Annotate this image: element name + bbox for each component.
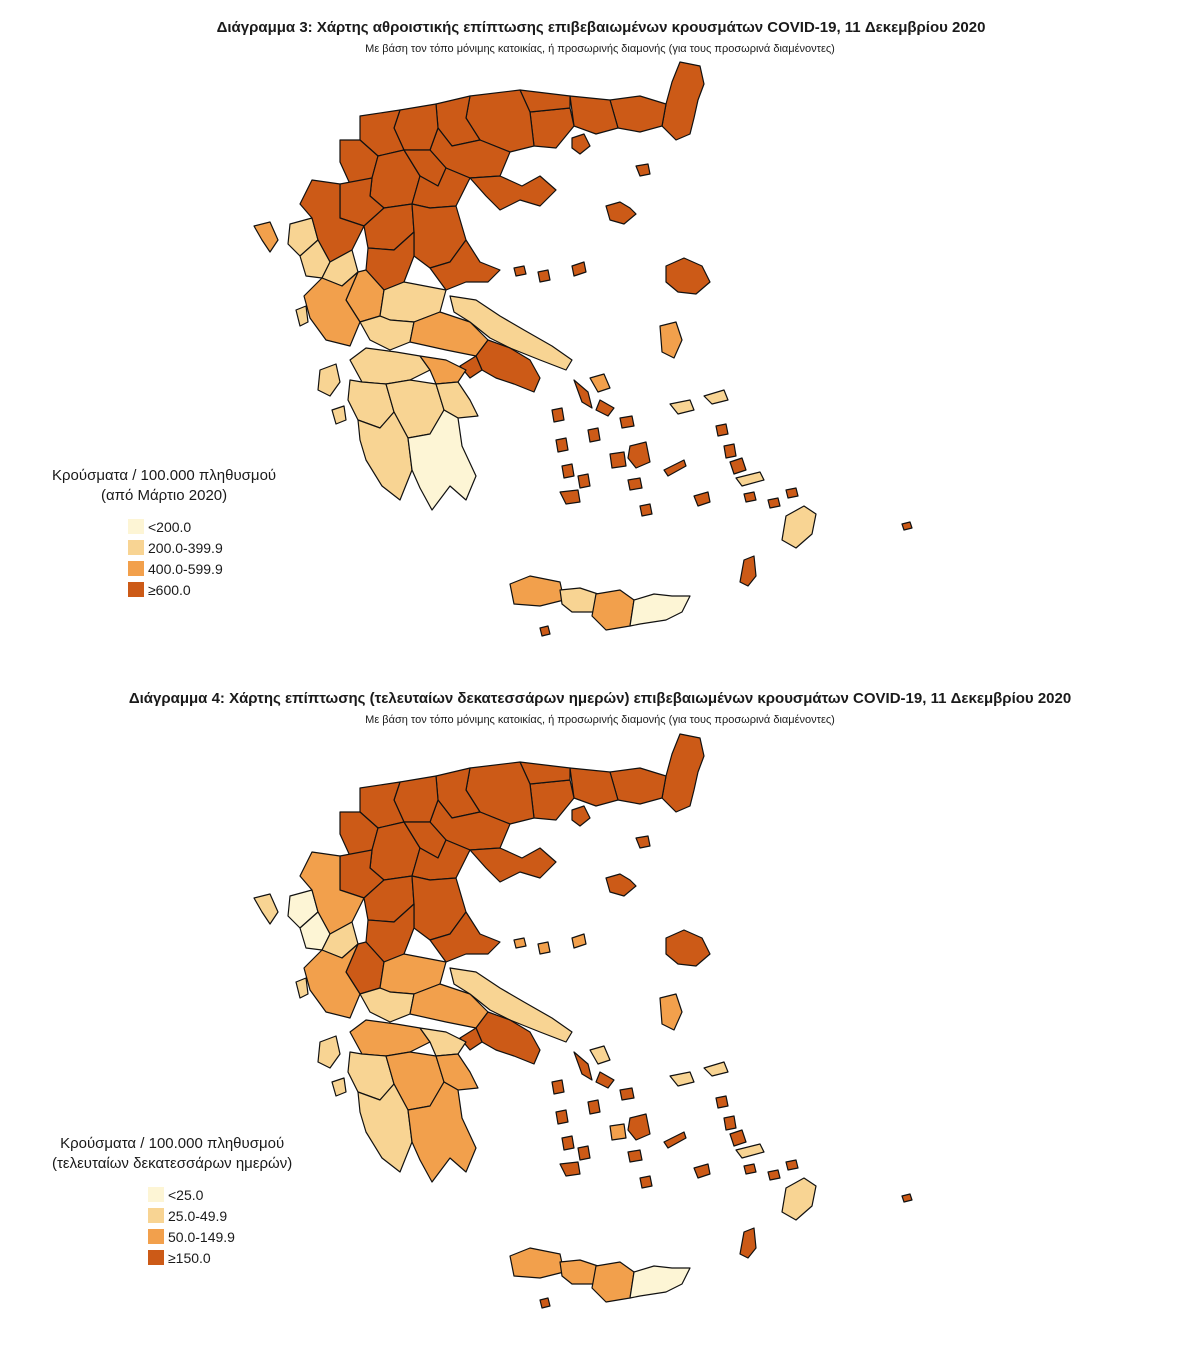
region-skyros xyxy=(590,374,610,392)
region-limnos xyxy=(606,202,636,224)
region-andros xyxy=(574,380,592,408)
region-astypalaia xyxy=(694,1164,710,1178)
region-aitoloakarnania xyxy=(304,944,360,1018)
region-irakleio xyxy=(592,590,634,630)
legend-label: 25.0-49.9 xyxy=(168,1207,228,1224)
region-irakleio xyxy=(592,1262,634,1302)
region-skyros xyxy=(590,1046,610,1064)
legend-item xyxy=(128,537,276,558)
map-legend xyxy=(52,466,276,600)
region-xanthi xyxy=(570,768,618,806)
region-astypalaia xyxy=(694,492,710,506)
legend-label: <200.0 xyxy=(148,518,192,535)
region-rodopi xyxy=(610,96,666,132)
region-kythnos xyxy=(556,1110,568,1124)
region-xanthi xyxy=(570,96,618,134)
region-andros xyxy=(574,1052,592,1080)
region-leros xyxy=(724,444,736,458)
panel-subtitle: Με βάση τον τόπο μόνιμης κατοικίας, ή προσωρινής διαμονής (για τους προσωρινά διαμένοντες) xyxy=(365,714,835,726)
legend-item xyxy=(128,558,276,579)
region-kefalonia xyxy=(318,364,340,396)
legend-title-line2: (από Μάρτιο 2020) xyxy=(100,487,228,504)
region-chania xyxy=(510,1248,564,1278)
region-naxos xyxy=(628,442,650,468)
region-paros xyxy=(610,452,626,468)
region-tilos xyxy=(768,498,780,508)
region-nisyros xyxy=(744,1164,756,1174)
region-amorgos xyxy=(664,1132,686,1148)
region-skopelos xyxy=(538,270,550,282)
region-kea xyxy=(552,408,564,422)
map-legend xyxy=(52,1134,292,1268)
region-kythnos xyxy=(556,438,568,452)
region-santorini xyxy=(640,504,652,516)
region-serifos xyxy=(562,464,574,478)
region-fokida xyxy=(360,988,414,1022)
region-skiathos xyxy=(514,266,526,276)
region-fokida xyxy=(360,316,414,350)
region-rethymno xyxy=(560,588,598,612)
legend-item xyxy=(128,579,276,600)
region-thasos xyxy=(572,806,590,826)
region-paros xyxy=(610,1124,626,1140)
region-kefalonia xyxy=(318,1036,340,1068)
legend-item xyxy=(148,1184,292,1205)
legend-swatch xyxy=(128,561,144,576)
region-zakynthos xyxy=(332,1078,346,1096)
region-achaia xyxy=(350,1020,430,1056)
region-kea xyxy=(552,1080,564,1094)
region-karpathos xyxy=(740,1228,756,1258)
region-lefkada xyxy=(296,978,308,998)
region-evros xyxy=(662,62,704,140)
region-evros xyxy=(662,734,704,812)
region-chios xyxy=(660,994,682,1030)
region-lasithi xyxy=(630,594,690,626)
legend-label: ≥600.0 xyxy=(148,581,191,598)
region-karpathos xyxy=(740,556,756,586)
region-achaia xyxy=(350,348,430,384)
region-lesvos xyxy=(666,930,710,966)
region-gavdos xyxy=(540,1298,550,1308)
region-milos xyxy=(560,1162,580,1176)
legend-item xyxy=(128,516,276,537)
region-chios xyxy=(660,322,682,358)
legend-swatch xyxy=(148,1187,164,1202)
region-rethymno xyxy=(560,1260,598,1284)
legend-swatch xyxy=(148,1208,164,1223)
region-chania xyxy=(510,576,564,606)
region-kerkyra xyxy=(254,894,278,924)
region-patmos xyxy=(716,1096,728,1108)
region-samothraki xyxy=(636,836,650,848)
region-leros xyxy=(724,1116,736,1130)
region-naxos xyxy=(628,1114,650,1140)
region-kos xyxy=(736,1144,764,1158)
region-alonissos xyxy=(572,934,586,948)
region-kastellorizo xyxy=(902,1194,912,1202)
panel-title: Διάγραμμα 4: Χάρτης επίπτωσης (τελευταίων δεκατεσσάρων ημερών) επιβεβαιωμένων κρουσμάτων COVID-19, 11 Δεκεμβρίου 2020 xyxy=(128,690,1072,707)
region-kalymnos xyxy=(730,458,746,474)
region-aitoloakarnania xyxy=(304,272,360,346)
region-samos xyxy=(670,400,694,414)
region-gavdos xyxy=(540,626,550,636)
region-kos xyxy=(736,472,764,486)
legend-swatch xyxy=(128,519,144,534)
legend-label: 200.0-399.9 xyxy=(148,539,223,556)
region-santorini xyxy=(640,1176,652,1188)
region-milos xyxy=(560,490,580,504)
region-chalkidiki xyxy=(470,848,556,882)
region-ios xyxy=(628,478,642,490)
region-kavala xyxy=(530,108,574,148)
region-mykonos xyxy=(620,1088,634,1100)
region-tilos xyxy=(768,1170,780,1180)
region-kavala xyxy=(530,780,574,820)
region-syros xyxy=(588,1100,600,1114)
region-sifnos xyxy=(578,474,590,488)
region-kerkyra xyxy=(254,222,278,252)
region-thasos xyxy=(572,134,590,154)
region-nisyros xyxy=(744,492,756,502)
region-amorgos xyxy=(664,460,686,476)
region-zakynthos xyxy=(332,406,346,424)
region-skiathos xyxy=(514,938,526,948)
region-sifnos xyxy=(578,1146,590,1160)
region-lasithi xyxy=(630,1266,690,1298)
region-skopelos xyxy=(538,942,550,954)
region-symi xyxy=(786,1160,798,1170)
legend-title-line2: (τελευταίων δεκατεσσάρων ημερών) xyxy=(52,1155,293,1172)
region-rodos xyxy=(782,506,816,548)
region-alonissos xyxy=(572,262,586,276)
legend-swatch xyxy=(148,1250,164,1265)
region-tinos xyxy=(596,400,614,416)
legend-item xyxy=(148,1247,292,1268)
region-limnos xyxy=(606,874,636,896)
legend-swatch xyxy=(128,582,144,597)
region-rodopi xyxy=(610,768,666,804)
panel-subtitle: Με βάση τον τόπο μόνιμης κατοικίας, ή προσωρινής διαμονής (για τους προσωρινά διαμένοντες) xyxy=(365,43,835,55)
region-syros xyxy=(588,428,600,442)
panel-title: Διάγραμμα 3: Χάρτης αθροιστικής επίπτωσης επιβεβαιωμένων κρουσμάτων COVID-19, 11 Δεκεμβρίου 2020 xyxy=(216,19,986,36)
region-samos xyxy=(670,1072,694,1086)
map-panel-14day xyxy=(0,674,1200,1348)
legend-label: <25.0 xyxy=(168,1186,204,1203)
legend-title-line1: Κρούσματα / 100.000 πληθυσμού xyxy=(52,467,277,484)
legend-label: ≥150.0 xyxy=(168,1249,211,1266)
region-samothraki xyxy=(636,164,650,176)
region-lesvos xyxy=(666,258,710,294)
region-lefkada xyxy=(296,306,308,326)
legend-label: 50.0-149.9 xyxy=(168,1228,235,1245)
region-chalkidiki xyxy=(470,176,556,210)
region-ikaria xyxy=(704,1062,728,1076)
legend-title-line1: Κρούσματα / 100.000 πληθυσμού xyxy=(60,1135,285,1152)
region-symi xyxy=(786,488,798,498)
legend-swatch xyxy=(148,1229,164,1244)
region-patmos xyxy=(716,424,728,436)
legend-swatch xyxy=(128,540,144,555)
region-rodos xyxy=(782,1178,816,1220)
region-ios xyxy=(628,1150,642,1162)
region-ikaria xyxy=(704,390,728,404)
region-kastellorizo xyxy=(902,522,912,530)
legend-item xyxy=(148,1226,292,1247)
region-mykonos xyxy=(620,416,634,428)
region-kalymnos xyxy=(730,1130,746,1146)
legend-item xyxy=(148,1205,292,1226)
region-serifos xyxy=(562,1136,574,1150)
region-tinos xyxy=(596,1072,614,1088)
legend-label: 400.0-599.9 xyxy=(148,560,223,577)
